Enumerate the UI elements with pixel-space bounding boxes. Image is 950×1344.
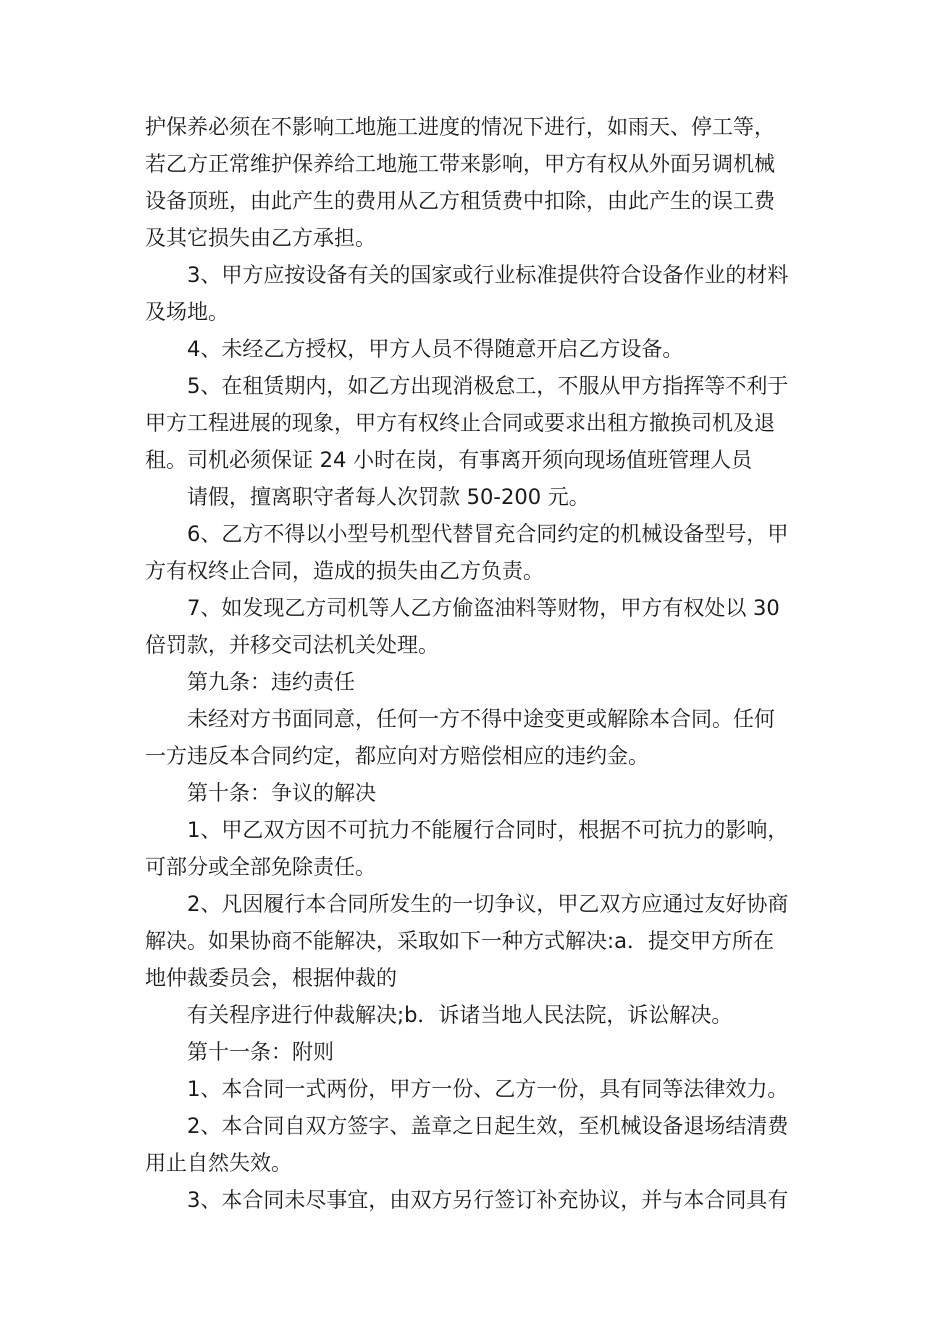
body-text-line: 1、本合同一式两份，甲方一份、乙方一份，具有同等法律效力。 — [187, 1077, 789, 1101]
body-text-line: 解决。如果协商不能解决，采取如下一种方式解决:a．提交甲方所在 — [145, 929, 774, 953]
body-text-line: 可部分或全部免除责任。 — [145, 855, 376, 879]
body-text-line: 地仲裁委员会，根据仲裁的 — [145, 966, 397, 990]
body-text-line: 4、未经乙方授权，甲方人员不得随意开启乙方设备。 — [187, 337, 684, 361]
body-text-line: 及场地。 — [145, 300, 229, 324]
body-text-line: 若乙方正常维护保养给工地施工带来影响，甲方有权从外面另调机械 — [145, 152, 775, 176]
body-text-line: 甲方工程进展的现象，甲方有权终止合同或要求出租方撤换司机及退 — [145, 411, 775, 435]
body-text-line: 2、凡因履行本合同所发生的一切争议，甲乙双方应通过友好协商 — [187, 892, 789, 916]
body-text-line: 用止自然失效。 — [145, 1151, 292, 1175]
section-heading: 第九条：违约责任 — [187, 670, 355, 694]
body-text-line: 方有权终止合同，造成的损失由乙方负责。 — [145, 559, 544, 583]
section-heading: 第十条：争议的解决 — [187, 781, 376, 805]
body-text-line: 一方违反本合同约定，都应向对方赔偿相应的违约金。 — [145, 744, 649, 768]
body-text-line: 设备顶班，由此产生的费用从乙方租赁费中扣除，由此产生的误工费 — [145, 189, 775, 213]
body-text-line: 6、乙方不得以小型号机型代替冒充合同约定的机械设备型号，甲 — [187, 522, 789, 546]
body-text-line: 及其它损失由乙方承担。 — [145, 226, 376, 250]
body-text-line: 租。司机必须保证 24 小时在岗，有事离开须向现场值班管理人员 — [145, 448, 753, 472]
body-text-line: 未经对方书面同意，任何一方不得中途变更或解除本合同。任何 — [187, 707, 775, 731]
body-text-line: 2、本合同自双方签字、盖章之日起生效，至机械设备退场结清费 — [187, 1114, 789, 1138]
body-text-line: 5、在租赁期内，如乙方出现消极怠工，不服从甲方指挥等不利于 — [187, 374, 789, 398]
body-text-line: 3、甲方应按设备有关的国家或行业标准提供符合设备作业的材料 — [187, 263, 789, 287]
section-heading: 第十一条：附则 — [187, 1040, 334, 1064]
body-text-line: 护保养必须在不影响工地施工进度的情况下进行，如雨天、停工等， — [145, 115, 775, 139]
body-text-line: 倍罚款，并移交司法机关处理。 — [145, 633, 439, 657]
body-text-line: 请假，擅离职守者每人次罚款 50-200 元。 — [187, 485, 590, 509]
body-text-line: 3、本合同未尽事宜，由双方另行签订补充协议，并与本合同具有 — [187, 1188, 789, 1212]
body-text-line: 7、如发现乙方司机等人乙方偷盗油料等财物，甲方有权处以 30 — [187, 596, 780, 620]
body-text-line: 有关程序进行仲裁解决;b．诉诸当地人民法院，诉讼解决。 — [187, 1003, 733, 1027]
body-text-line: 1、甲乙双方因不可抗力不能履行合同时，根据不可抗力的影响， — [187, 818, 789, 842]
